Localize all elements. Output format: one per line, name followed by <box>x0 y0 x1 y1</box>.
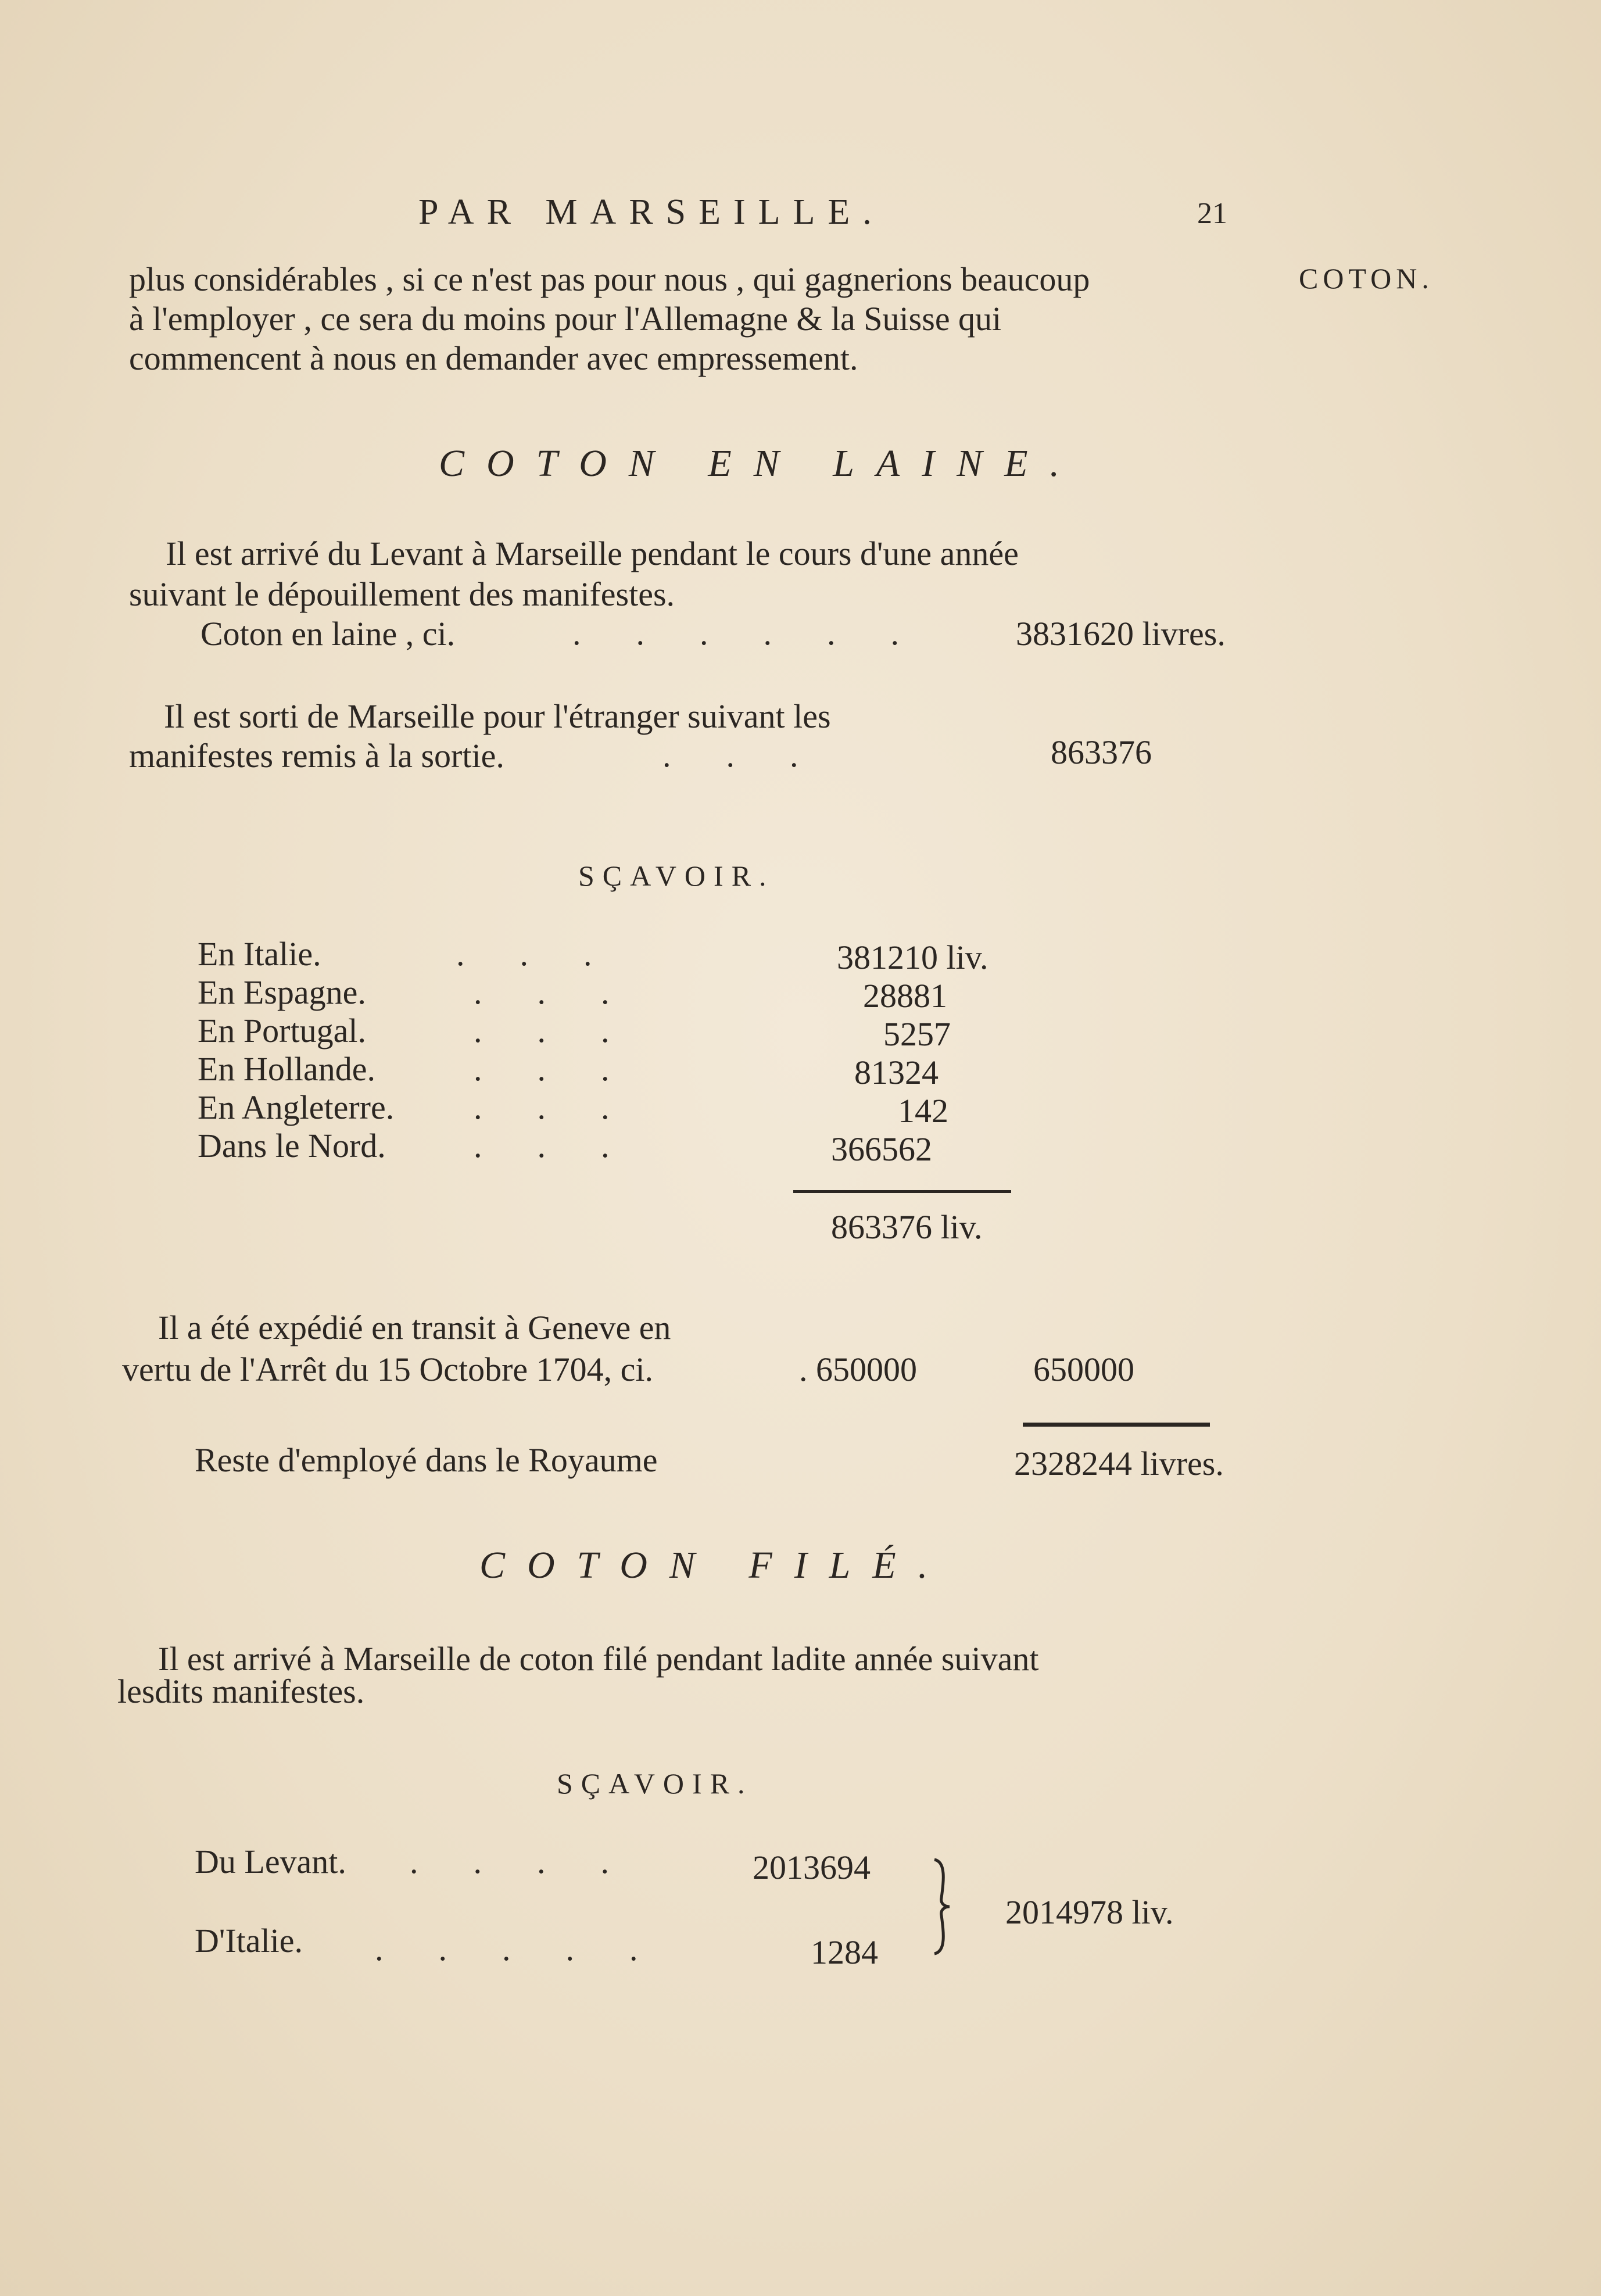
filed-cotton-total: 2014978 liv. <box>1005 1893 1174 1931</box>
table-row-value: 2013694 <box>753 1849 871 1886</box>
leader-dots: ... <box>662 736 854 774</box>
exit-line-2: manifestes remis à la sortie. <box>129 737 504 775</box>
leader-dots: ...... <box>572 614 954 652</box>
remainder-value: 2328244 livres. <box>1014 1445 1224 1482</box>
filed-arrival-line-2: lesdits manifestes. <box>117 1672 365 1710</box>
transit-line-1: Il a été expédié en transit à Geneve en <box>158 1309 671 1346</box>
intro-line-2: à l'employer , ce sera du moins pour l'Allemagne & la Suisse qui <box>129 300 1002 338</box>
leader-dots: ... <box>474 1012 665 1050</box>
transit-line-2: vertu de l'Arrêt du 15 Octobre 1704, ci. <box>122 1351 654 1388</box>
table-row-label: En Angleterre. <box>198 1088 395 1126</box>
table-row-label: En Hollande. <box>198 1050 376 1088</box>
transit-value-inner: . 650000 <box>799 1351 917 1388</box>
arrival-item-value: 3831620 livres. <box>1016 615 1226 653</box>
scavoir-heading: SÇAVOIR. <box>578 859 775 892</box>
remainder-label: Reste d'employé dans le Royaume <box>195 1441 658 1479</box>
filed-arrival-line-1: Il est arrivé à Marseille de coton filé pendant ladite année suivant <box>158 1640 1039 1678</box>
section-title-coton-file: COTON FILÉ. <box>479 1544 950 1586</box>
total-rule <box>1023 1423 1210 1427</box>
breakdown-total: 863376 liv. <box>831 1208 983 1246</box>
table-row-label: Dans le Nord. <box>198 1127 386 1165</box>
table-row-label: D'Italie. <box>195 1922 303 1960</box>
table-row-label: En Portugal. <box>198 1012 366 1050</box>
arrival-item-label: Coton en laine , ci. <box>200 615 456 653</box>
leader-dots: ... <box>474 1050 665 1088</box>
table-row-label: En Italie. <box>198 935 321 973</box>
table-row-value: 28881 <box>863 977 947 1015</box>
table-row-value: 5257 <box>883 1015 951 1053</box>
leader-dots: .... <box>410 1843 664 1881</box>
leader-dots: ... <box>456 935 647 973</box>
exit-value: 863376 <box>1051 733 1152 771</box>
leader-dots: ... <box>474 973 665 1011</box>
arrival-line-2: suivant le dépouillement des manifestes. <box>129 575 675 613</box>
leader-dots: ... <box>474 1088 665 1126</box>
leader-dots: ... <box>474 1127 665 1165</box>
sum-rule <box>793 1190 1011 1193</box>
intro-line-1: plus considérables , si ce n'est pas pour nous , qui gagnerions beaucoup <box>129 260 1090 298</box>
table-row-value: 1284 <box>811 1933 878 1971</box>
table-row-label: En Espagne. <box>198 973 366 1011</box>
exit-line-1: Il est sorti de Marseille pour l'étranger suivant les <box>164 697 831 735</box>
intro-line-3: commencent à nous en demander avec empressement. <box>129 339 858 377</box>
table-row-value: 381210 liv. <box>837 939 988 976</box>
table-row-value: 81324 <box>854 1054 939 1091</box>
margin-note: COTON. <box>1299 262 1434 295</box>
page-number: 21 <box>1197 197 1227 230</box>
table-row-value: 142 <box>898 1092 948 1130</box>
leader-dots: ..... <box>375 1930 693 1968</box>
scavoir-heading: SÇAVOIR. <box>557 1767 753 1800</box>
section-title-coton-en-laine: COTON EN LAINE. <box>439 442 1082 485</box>
table-row-label: Du Levant. <box>195 1843 346 1881</box>
transit-value-outer: 650000 <box>1033 1351 1134 1388</box>
running-header: PAR MARSEILLE. <box>418 192 884 232</box>
table-row-value: 366562 <box>831 1130 932 1168</box>
brace-symbol <box>930 1857 953 1956</box>
arrival-line-1: Il est arrivé du Levant à Marseille pendant le cours d'une année <box>166 535 1019 572</box>
